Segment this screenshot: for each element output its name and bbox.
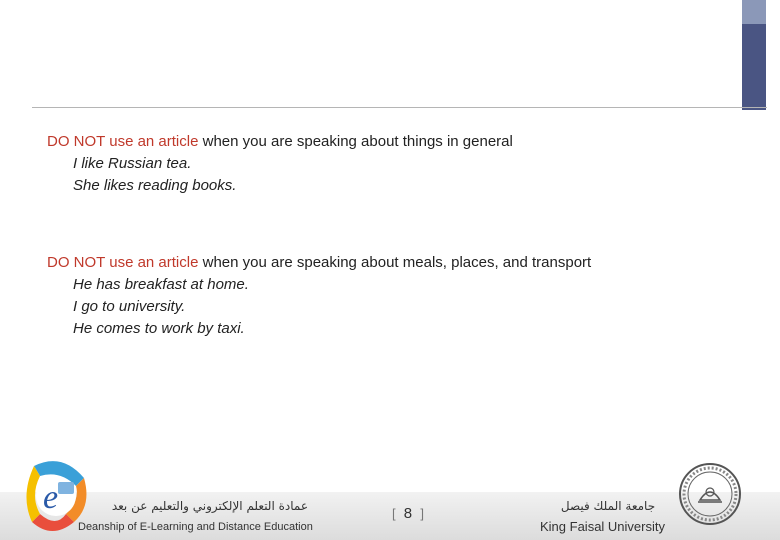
- rule-block-meals-places: [47, 252, 747, 340]
- deanship-english-name: Deanship of E-Learning and Distance Education: [78, 521, 313, 533]
- example-sentence: I go to university.: [73, 298, 186, 315]
- accent-block-light: [742, 0, 766, 24]
- slide-content: [47, 131, 747, 340]
- svg-text:e: e: [43, 479, 59, 516]
- accent-block-dark: [742, 24, 766, 110]
- example-sentence: She likes reading books.: [73, 177, 237, 194]
- rule-emphasis: DO NOT use an article: [47, 133, 199, 150]
- example-sentence: He comes to work by taxi.: [73, 320, 245, 337]
- deanship-arabic-name: عمادة التعلم الإلكتروني والتعليم عن بعد: [111, 499, 308, 513]
- header-divider: [32, 107, 767, 108]
- rule-text: when you are speaking about things in general: [198, 133, 513, 150]
- example-sentence: He has breakfast at home.: [73, 276, 249, 293]
- page-number: [ 8 ]: [392, 505, 426, 522]
- university-seal-icon: [678, 462, 742, 526]
- rule-line: [47, 131, 747, 153]
- university-english-name: King Faisal University: [540, 519, 665, 534]
- rule-text: when you are speaking about meals, places, and transport: [198, 254, 592, 271]
- page-number-value: 8: [403, 505, 415, 522]
- example-sentence: I like Russian tea.: [73, 155, 192, 172]
- rule-line: [47, 252, 747, 274]
- university-arabic-name: جامعة الملك فيصل: [560, 499, 656, 513]
- rule-block-general: [47, 131, 747, 197]
- rule-emphasis: DO NOT use an article: [47, 254, 199, 271]
